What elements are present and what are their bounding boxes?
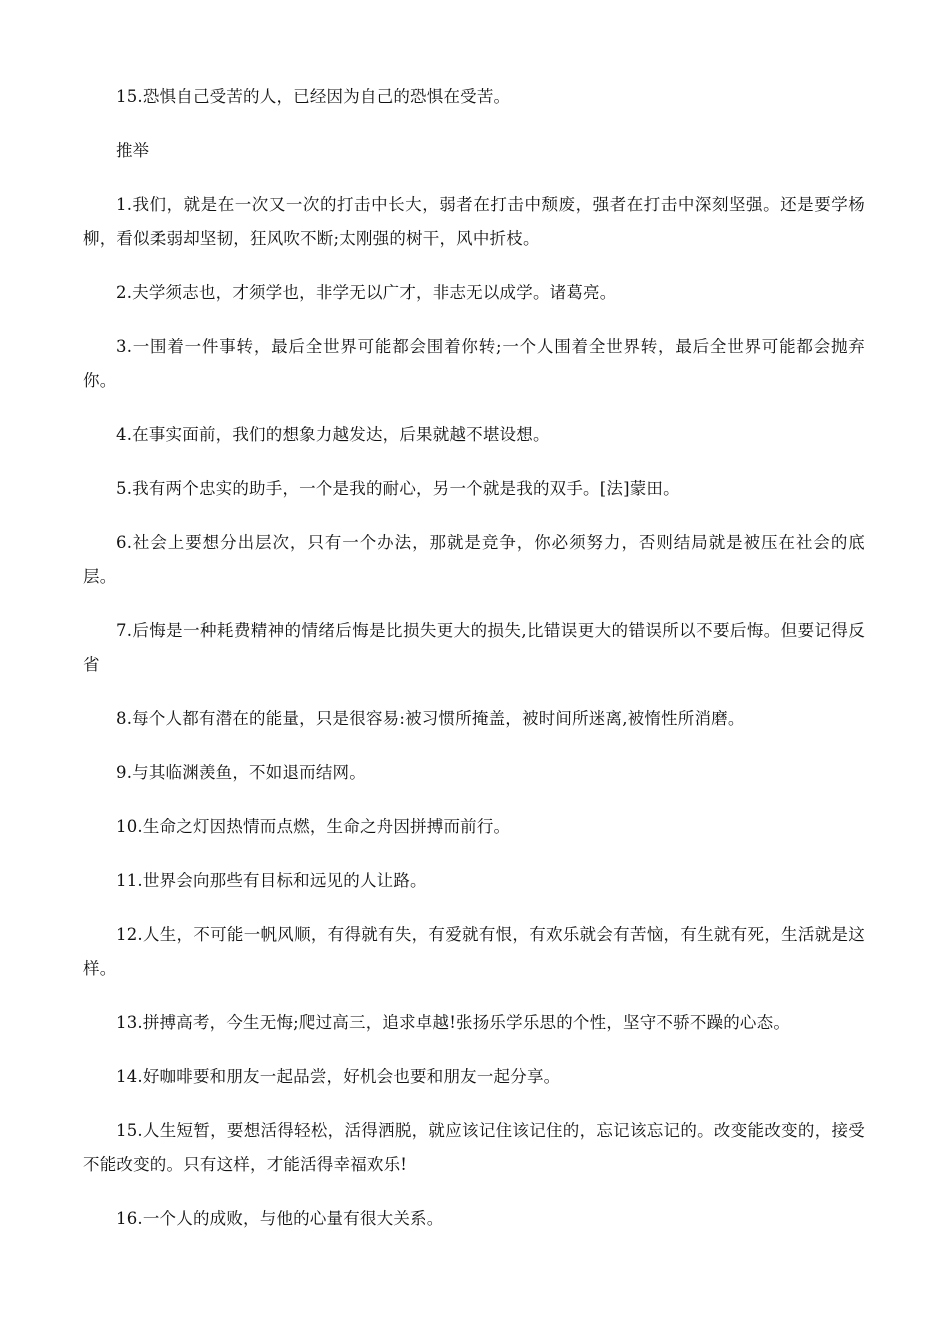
paragraph-quote-7: 7.后悔是一种耗费精神的情绪后悔是比损失更大的损失,比错误更大的错误所以不要后悔。但要记得反省: [83, 621, 865, 674]
paragraph-quote-6: 6.社会上要想分出层次，只有一个办法，那就是竞争，你必须努力，否则结局就是被压在社会的底层。: [83, 533, 865, 586]
paragraph-quote-2: 2.夫学须志也，才须学也，非学无以广才，非志无以成学。诸葛亮。: [116, 283, 617, 302]
section-heading: 推举: [116, 141, 149, 160]
paragraph-quote-15a: 15.恐惧自己受苦的人，已经因为自己的恐惧在受苦。: [116, 87, 511, 106]
paragraph-quote-12: 12.人生，不可能一帆风顺，有得就有失，有爱就有恨，有欢乐就会有苦恼，有生就有死，生活就是这样。: [83, 925, 865, 978]
paragraph-quote-15b: 15.人生短暂，要想活得轻松，活得洒脱，就应该记住该记住的，忘记该忘记的。改变能改变的，接受不能改变的。只有这样，才能活得幸福欢乐!: [83, 1121, 865, 1174]
paragraph-quote-5: 5.我有两个忠实的助手，一个是我的耐心，另一个就是我的双手。[法]蒙田。: [116, 479, 680, 498]
paragraph-quote-14: 14.好咖啡要和朋友一起品尝，好机会也要和朋友一起分享。: [116, 1067, 561, 1086]
paragraph-quote-3: 3.一围着一件事转，最后全世界可能都会围着你转;一个人围着全世界转，最后全世界可能都会抛弃你。: [83, 337, 865, 390]
paragraph-quote-10: 10.生命之灯因热情而点燃，生命之舟因拼搏而前行。: [116, 817, 511, 836]
paragraph-quote-4: 4.在事实面前，我们的想象力越发达，后果就越不堪设想。: [116, 425, 550, 444]
paragraph-quote-9: 9.与其临渊羡鱼，不如退而结网。: [116, 763, 366, 782]
paragraph-quote-16: 16.一个人的成败，与他的心量有很大关系。: [116, 1209, 444, 1228]
paragraph-quote-13: 13.拼搏高考，今生无悔;爬过高三，追求卓越!张扬乐学乐思的个性，坚守不骄不躁的心态。: [116, 1013, 791, 1032]
paragraph-quote-11: 11.世界会向那些有目标和远见的人让路。: [116, 871, 427, 890]
paragraph-quote-1: 1.我们，就是在一次又一次的打击中长大，弱者在打击中颓废，强者在打击中深刻坚强。还是要学杨柳，看似柔弱却坚韧，狂风吹不断;太刚强的树干，风中折枝。: [83, 195, 865, 248]
paragraph-quote-8: 8.每个人都有潜在的能量，只是很容易:被习惯所掩盖，被时间所迷离,被惰性所消磨。: [116, 709, 745, 728]
